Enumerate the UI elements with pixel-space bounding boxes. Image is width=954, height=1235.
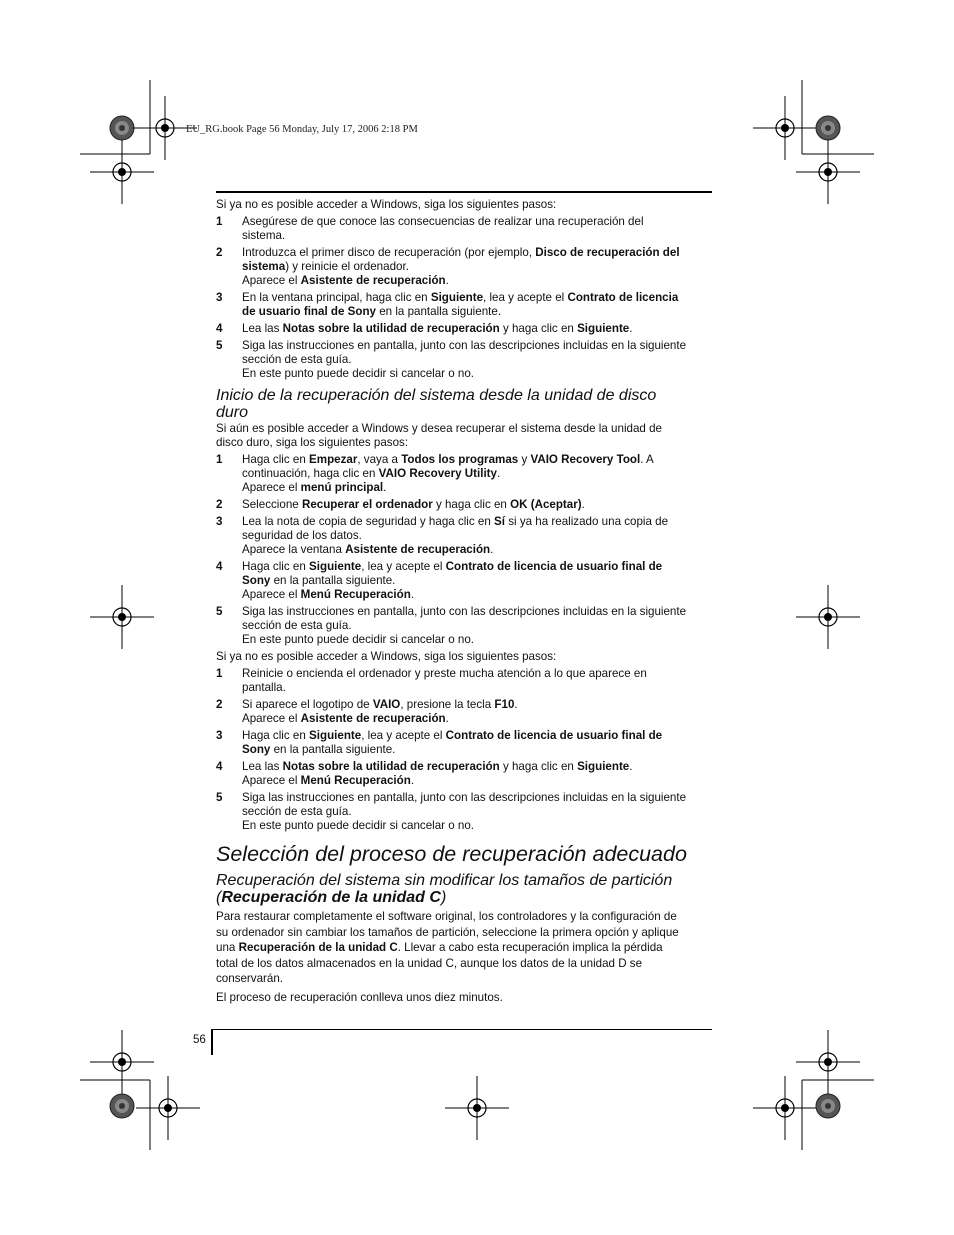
registration-mark-icon bbox=[90, 140, 154, 204]
section1-intro: Si ya no es posible acceder a Windows, siga los siguientes pasos: bbox=[216, 198, 557, 211]
list-item: 1 Asegúrese de que conoce las consecuencias de realizar una recuperación del sistema. bbox=[216, 215, 644, 242]
section3-intro: Si ya no es posible acceder a Windows, siga los siguientes pasos: bbox=[216, 650, 557, 663]
registration-mark-icon bbox=[445, 1076, 509, 1140]
list-item: 5 Siga las instrucciones en pantalla, junto con las descripciones incluidas en la siguiente sección de esta guía. En este punto puede decidir si cancelar o no. bbox=[216, 339, 687, 380]
main-heading: Selección del proceso de recuperación adecuado bbox=[216, 842, 687, 866]
list-item: 4 Lea las Notas sobre la utilidad de recuperación y haga clic en Siguiente. Aparece el Menú Recuperación. bbox=[216, 760, 633, 787]
registration-mark-icon bbox=[90, 1030, 154, 1094]
registration-mark-icon bbox=[796, 585, 860, 649]
list-item: 2 Seleccione Recuperar el ordenador y haga clic en OK (Aceptar). bbox=[216, 498, 585, 511]
color-target-icon bbox=[816, 1094, 840, 1118]
registration-mark-icon bbox=[753, 1076, 817, 1140]
color-target-icon bbox=[110, 116, 134, 140]
registration-mark-icon bbox=[90, 585, 154, 649]
body-paragraph: Para restaurar completamente el software original, los controladores y la configuración de su ordenador sin cambiar los tamaños de partición, seleccione la primera opción y aplique una Recuperación de la unidad C. Llevar a cabo esta recuperación implica la pérdida total de los datos almacenados en la unidad C, aunque los datos de la unidad D se conservarán. bbox=[216, 910, 679, 985]
print-header: EU_RG.book Page 56 Monday, July 17, 2006 2:18 PM bbox=[186, 124, 418, 135]
registration-mark-icon bbox=[796, 140, 860, 204]
top-rule bbox=[216, 191, 712, 193]
color-target-icon bbox=[110, 1094, 134, 1118]
list-item: 5 Siga las instrucciones en pantalla, junto con las descripciones incluidas en la siguiente sección de esta guía. En este punto puede decidir si cancelar o no. bbox=[216, 605, 687, 646]
closing-paragraph: El proceso de recuperación conlleva unos diez minutos. bbox=[216, 990, 503, 1004]
registration-mark-icon bbox=[796, 1030, 860, 1094]
list-item: 2 Si aparece el logotipo de VAIO, presione la tecla F10. Aparece el Asistente de recuperación. bbox=[216, 698, 518, 725]
registration-mark-icon bbox=[136, 1076, 200, 1140]
list-item: 3 Haga clic en Siguiente, lea y acepte el Contrato de licencia de usuario final de Sony en la pantalla siguiente. bbox=[216, 729, 663, 756]
section-heading: Inicio de la recuperación del sistema desde la unidad de disco duro bbox=[216, 387, 657, 421]
page-content bbox=[216, 198, 712, 1005]
list-item: 3 En la ventana principal, haga clic en Siguiente, lea y acepte el Contrato de licencia de usuario final de Sony en la pantalla siguiente. bbox=[216, 291, 679, 318]
list-item: 4 Haga clic en Siguiente, lea y acepte el Contrato de licencia de usuario final de Sony en la pantalla siguiente. Aparece el Menú Recuperación. bbox=[216, 560, 663, 601]
page-number: 56 bbox=[193, 1034, 206, 1046]
registration-mark-icon bbox=[753, 96, 817, 160]
list-item: 3 Lea la nota de copia de seguridad y haga clic en Sí si ya ha realizado una copia de seguridad de los datos. Aparece la ventana Asistente de recuperación. bbox=[216, 515, 669, 556]
bottom-rule-vertical bbox=[211, 1029, 213, 1055]
list-item: 1 Reinicie o encienda el ordenador y preste mucha atención a lo que aparece en pantalla. bbox=[216, 667, 647, 694]
section2-intro: Si aún es posible acceder a Windows y desea recuperar el sistema desde la unidad de disco duro, siga los siguientes pasos: bbox=[216, 422, 662, 449]
list-item: 4 Lea las Notas sobre la utilidad de recuperación y haga clic en Siguiente. bbox=[216, 322, 633, 335]
list-item: 1 Haga clic en Empezar, vaya a Todos los programas y VAIO Recovery Tool. A continuación, haga clic en VAIO Recovery Utility. Aparece el menú principal. bbox=[216, 453, 654, 494]
list-item: 2 Introduzca el primer disco de recuperación (por ejemplo, Disco de recuperación del sistema) y reinicie el ordenador. Aparece el Asistente de recuperación. bbox=[216, 246, 680, 287]
list-item: 5 Siga las instrucciones en pantalla, junto con las descripciones incluidas en la siguiente sección de esta guía. En este punto puede decidir si cancelar o no. bbox=[216, 791, 687, 832]
subsection-heading: Recuperación del sistema sin modificar los tamaños de partición (Recuperación de la unidad C) bbox=[216, 872, 673, 906]
bottom-rule bbox=[211, 1029, 712, 1030]
color-target-icon bbox=[816, 116, 840, 140]
